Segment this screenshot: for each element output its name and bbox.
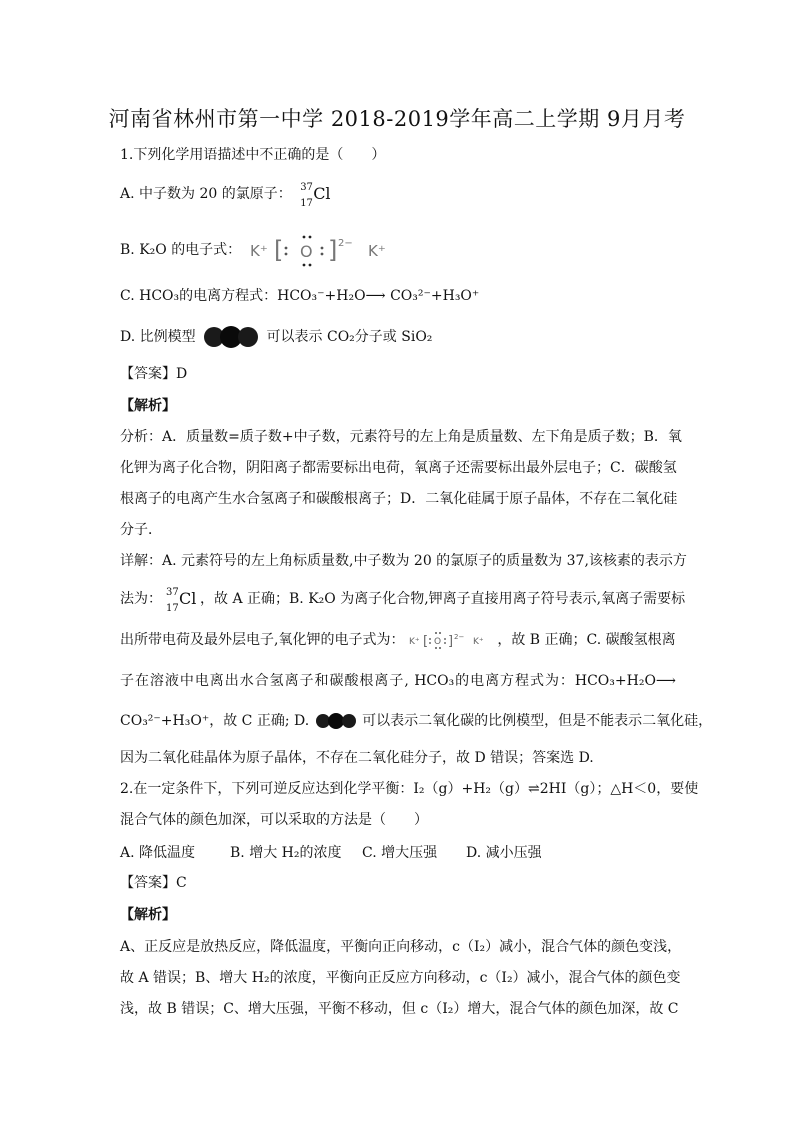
q1-answer: 【答案】D: [120, 366, 188, 382]
q2-option-d: D. 减小压强: [466, 845, 542, 861]
q2-option-c: C. 增大压强: [362, 845, 438, 861]
q2-analysis-line: 故 A 错误；B、增大 H₂的浓度，平衡向正反应方向移动，c（I₂）减小，混合气体的颜色变: [120, 970, 681, 986]
co2-space-filling-model-icon: [200, 326, 262, 348]
q1-detail-line: 详解：A. 元素符号的左上角标质量数,中子数为 20 的氯原子的质量数为 37,该核素的表示方: [120, 553, 687, 569]
q1-analysis-line: 分析：A．质量数=质子数+中子数，元素符号的左上角是质量数、左下角是质子数；B．氧: [120, 429, 682, 445]
q1-detail-line: 子在溶液中电离出水合氢离子和碳酸根离子, HCO₃的电离方程式为：HCO₃+H₂O⟶: [120, 673, 676, 689]
svg-text:]: ]: [447, 634, 453, 649]
q2-options: [120, 843, 542, 863]
q1-option-d-suffix: 可以表示 CO₂分子或 SiO₂: [266, 329, 433, 345]
q2-answer: 【答案】C: [120, 875, 187, 891]
chlorine-nuclide-symbol: 37 17 Cl: [166, 587, 197, 614]
svg-text:K⁺: K⁺: [408, 637, 420, 647]
q2-stem-line: 2.在一定条件下，下列可逆反应达到化学平衡：I₂（g）+H₂（g）⇌2HI（g）；△H＜0，要使: [120, 781, 699, 797]
k2o-electron-formula-small: [409, 630, 493, 650]
oxide-charge: 2−: [337, 238, 353, 249]
q2-analysis-line: 浅，故 B 错误；C、增大压强，平衡不移动，但 c（I₂）增大，混合气体的颜色加深，故 C: [120, 1001, 679, 1017]
q1-option-b: [120, 232, 400, 268]
q2-stem-line: 混合气体的颜色加深，可以采取的方法是（ ）: [120, 812, 428, 828]
svg-text:O: O: [433, 637, 441, 647]
q1-detail-line-2: 法为： 37 17 Cl ，故 A 正确；B. K₂O 为离子化合物,钾离子直接用离子符号表示,氧离子需要标: [120, 587, 686, 614]
q1-option-c: C. HCO₃的电离方程式：HCO₃⁻+H₂O⟶ CO₃²⁻+H₃O⁺: [120, 288, 480, 304]
q1-analysis-label: 【解析】: [120, 398, 176, 414]
q1-option-d-prefix: D. 比例模型: [120, 329, 196, 345]
chlorine-nuclide-symbol: 37 17 Cl: [300, 182, 331, 209]
q2-option-b: B. 增大 H₂的浓度: [230, 845, 342, 861]
q1-option-a-text: A. 中子数为 20 的氯原子：: [120, 186, 292, 202]
svg-text:]: ]: [327, 236, 338, 264]
svg-text:K⁺: K⁺: [472, 637, 484, 647]
svg-text:2−: 2−: [453, 633, 465, 641]
q1-option-b-text: B. K₂O 的电子式：: [120, 242, 242, 258]
q1-detail-line-5: CO₃²⁻+H₃O⁺，故 C 正确; D. 可以表示二氧化碳的比例模型，但是不能表示二氧化硅，: [120, 713, 713, 729]
q1-option-d: [120, 326, 432, 348]
q1-stem: 1.下列化学用语描述中不正确的是（ ）: [120, 147, 386, 163]
page-title: 河南省林州市第一中学 2018-2019学年高二上学期 9月月考: [108, 107, 686, 131]
q2-option-a: A. 降低温度: [120, 845, 196, 861]
q1-detail-line-3: 出所带电荷及最外层电子,氧化钾的电子式为： K⁺ [ O ] 2− K⁺ ，故 B 正确；C. 碳酸氢根离: [120, 632, 676, 649]
svg-text:[: [: [273, 236, 284, 264]
oxygen-symbol: O: [299, 242, 313, 261]
co2-space-filling-model-small-icon: [314, 712, 358, 730]
svg-text:[: [: [422, 634, 428, 649]
potassium-ion-right: K⁺: [367, 242, 386, 260]
potassium-ion-left: K⁺: [249, 242, 268, 260]
q2-analysis-label: 【解析】: [120, 907, 176, 923]
q2-analysis-line: A、正反应是放热反应，降低温度，平衡向正向移动，c（I₂）减小，混合气体的颜色变浅，: [120, 939, 682, 955]
q1-analysis-line: 根离子的电离产生水合氢离子和碳酸根离子；D．二氧化硅属于原子晶体，不存在二氧化硅: [120, 491, 678, 507]
q1-analysis-line: 化钾为离子化合物，阴阳离子都需要标出电荷，氧离子还需要标出最外层电子；C．碳酸氢: [120, 460, 677, 476]
q1-analysis-line: 分子．: [120, 522, 162, 538]
q1-detail-line: 因为二氧化硅晶体为原子晶体，不存在二氧化硅分子，故 D 错误；答案选 D.: [120, 750, 594, 766]
k2o-electron-formula: [250, 232, 400, 268]
q1-option-a: [120, 182, 334, 209]
